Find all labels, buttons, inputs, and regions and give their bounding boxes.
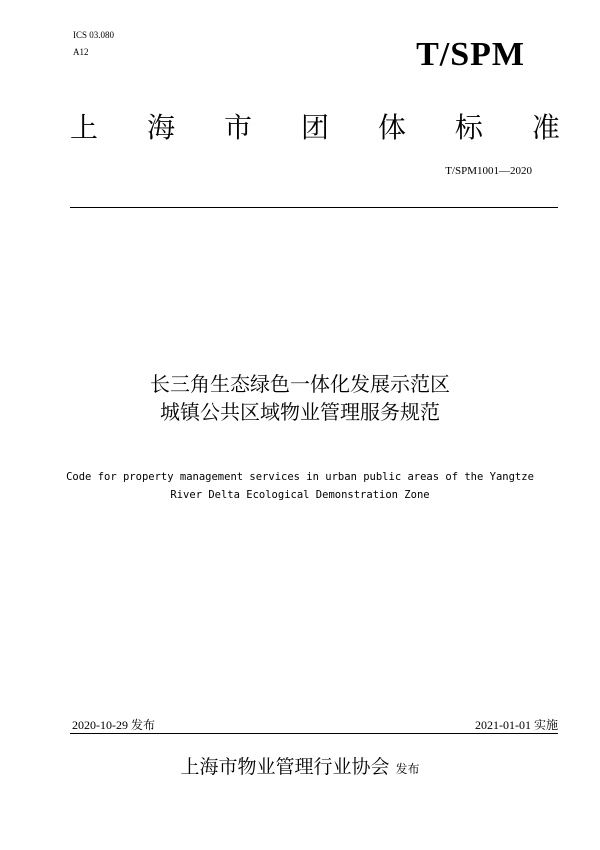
standard-type-heading — [70, 106, 560, 146]
implement-date: 2021-01-01 实施 — [475, 718, 558, 732]
classification-code: A12 — [73, 47, 89, 57]
heading-char: 团 — [300, 111, 329, 144]
english-title — [0, 468, 600, 504]
header-divider — [70, 207, 558, 208]
footer-divider — [70, 733, 558, 734]
standard-brand: T/SPM — [416, 36, 525, 73]
issuer-name: 上海市物业管理行业协会 — [180, 756, 390, 778]
heading-char: 市 — [223, 111, 252, 144]
english-title-line-2: River Delta Ecological Demonstration Zone — [170, 489, 430, 501]
english-title-line-1: Code for property management services in urban public areas of the Yangtze — [66, 471, 534, 483]
heading-char: 上 — [70, 111, 99, 144]
publish-date: 2020-10-29 发布 — [72, 718, 155, 732]
standard-number: T/SPM1001—2020 — [445, 165, 532, 177]
document-title — [0, 370, 600, 426]
heading-char: 准 — [531, 111, 560, 144]
heading-char: 海 — [146, 111, 175, 144]
title-line-2: 城镇公共区域物业管理服务规范 — [160, 400, 440, 424]
ics-code: ICS 03.080 — [73, 30, 115, 40]
heading-char: 体 — [377, 111, 406, 144]
title-line-1: 长三角生态绿色一体化发展示范区 — [150, 372, 450, 396]
issuer-suffix: 发布 — [395, 762, 420, 776]
heading-char: 标 — [454, 111, 483, 144]
issuer — [0, 752, 600, 779]
